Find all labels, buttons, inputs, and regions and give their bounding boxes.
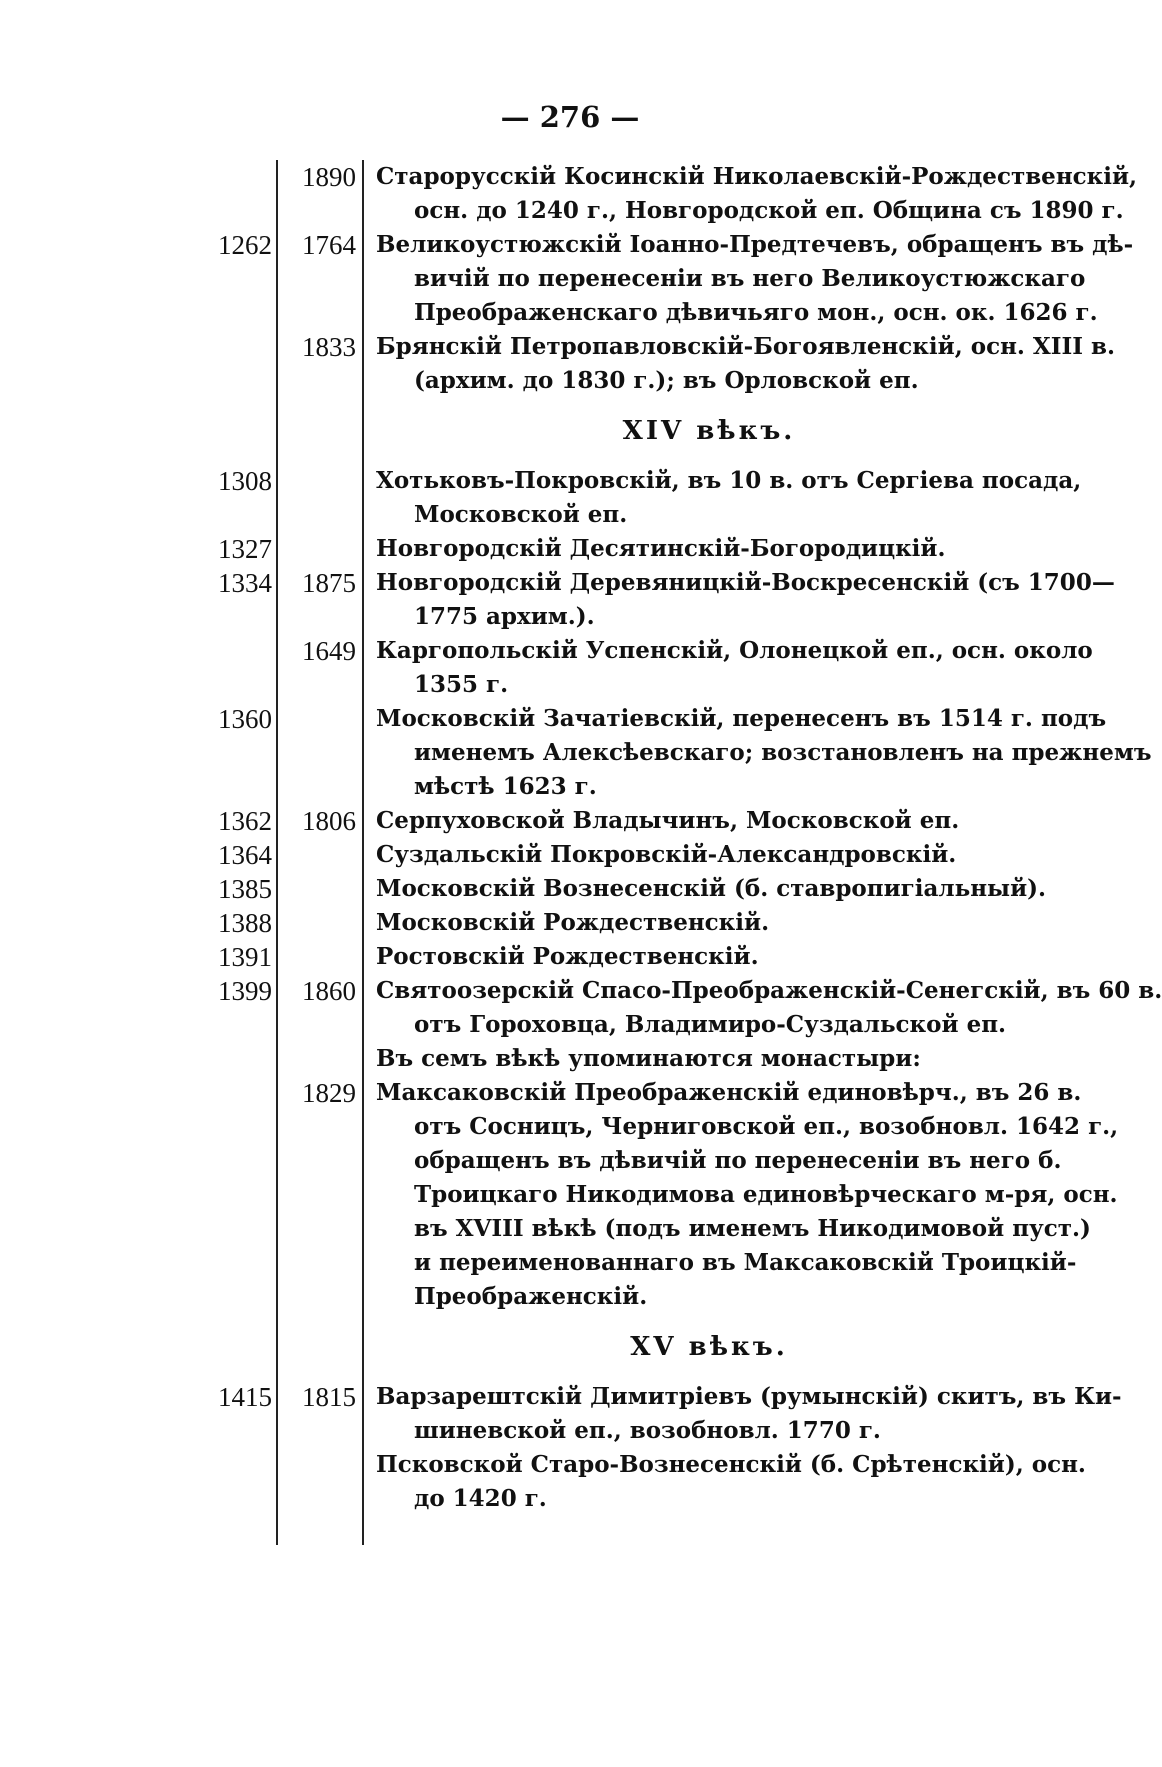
table-row — [180, 940, 1040, 974]
monastery-entry — [364, 634, 1093, 702]
page-number: — 276 — — [500, 100, 640, 134]
entry-line: вичій по перенесеніи въ него Великоустюжскаго — [414, 265, 1086, 292]
monastery-entry — [364, 804, 1040, 838]
entry-line: Святоозерскій Спасо-Преображенскій-Сенегскій, въ 60 в. — [376, 977, 1162, 1004]
entry-line: Серпуховской Владычинъ, Московской еп. — [376, 807, 960, 834]
entry-line: Псковской Старо-Вознесенскій (б. Срѣтенскій), осн. — [376, 1451, 1086, 1478]
entry-line: отъ Сосницъ, Черниговской еп., возобновл. 1642 г., — [414, 1113, 1119, 1140]
founding-year: 1388 — [218, 908, 272, 938]
entry-line: обращенъ въ дѣвичій по перенесеніи въ него б. — [414, 1147, 1062, 1174]
monastery-entry — [364, 1042, 1040, 1076]
entry-line: Варзарештскій Димитріевъ (румынскій) скитъ, въ Ки- — [376, 1383, 1122, 1410]
monastery-entry — [364, 940, 1040, 974]
monastery-entry — [364, 160, 1138, 228]
monastery-entry — [364, 566, 1115, 634]
secondary-year: 1815 — [302, 1382, 356, 1412]
entry-line: Въ семъ вѣкѣ упоминаются монастыри: — [376, 1045, 921, 1072]
entry-line: Московскій Рождественскій. — [376, 909, 770, 936]
secondary-year: 1649 — [302, 636, 356, 666]
table-row — [180, 634, 1093, 702]
secondary-year: 1875 — [302, 568, 356, 598]
table-row — [180, 1380, 1122, 1448]
table-row — [180, 702, 1152, 804]
secondary-year: 1860 — [302, 976, 356, 1006]
entry-line: Московскій Вознесенскій (б. ставропигіальный). — [376, 875, 1047, 902]
entry-line: мѣстѣ 1623 г. — [414, 773, 597, 800]
founding-year: 1360 — [218, 704, 272, 734]
entry-line: 1775 архим.). — [414, 603, 595, 630]
monastery-entry — [364, 1076, 1119, 1314]
entry-line: Ростовскій Рождественскій. — [376, 943, 759, 970]
monastery-entry — [364, 906, 1040, 940]
table-row — [180, 330, 1116, 398]
monastery-entry — [364, 330, 1116, 398]
entry-line: шиневской еп., возобновл. 1770 г. — [414, 1417, 881, 1444]
entry-line: Преображенскаго дѣвичьяго мон., осн. ок. 1626 г. — [414, 299, 1098, 326]
table-row — [180, 1076, 1119, 1314]
entry-line: именемъ Алексѣевскаго; возстановленъ на прежнемъ — [414, 739, 1152, 766]
monastery-entry — [364, 464, 1082, 532]
table-row — [180, 160, 1138, 228]
entry-line: Преображенскій. — [414, 1283, 648, 1310]
founding-year: 1308 — [218, 466, 272, 496]
entry-line: Московскій Зачатіевскій, перенесенъ въ 1514 г. подъ — [376, 705, 1107, 732]
entry-line: Брянскій Петропавловскій-Богоявленскій, осн. XIII в. — [376, 333, 1116, 360]
entry-line: (архим. до 1830 г.); въ Орловской еп. — [414, 367, 919, 394]
entry-line: до 1420 г. — [414, 1485, 547, 1512]
entry-line: Хотьковъ-Покровскій, въ 10 в. отъ Сергіева посада, — [376, 467, 1082, 494]
founding-year: 1399 — [218, 976, 272, 1006]
secondary-year: 1833 — [302, 332, 356, 362]
table-row — [180, 872, 1047, 906]
table-row — [180, 1042, 1040, 1076]
monastery-entry — [364, 1380, 1122, 1448]
monastery-table — [180, 160, 1162, 1516]
entry-line: Максаковскій Преображенскій единовѣрч., въ 26 в. — [376, 1079, 1082, 1106]
entry-line: Новгородскій Деревяницкій-Воскресенскій (съ 1700— — [376, 569, 1115, 596]
monastery-entry — [364, 974, 1162, 1042]
section-heading: XIV вѣкъ. — [622, 416, 796, 446]
founding-year: 1327 — [218, 534, 272, 564]
table-row — [180, 838, 1040, 872]
entry-line: въ XVIII вѣкѣ (подъ именемъ Никодимовой пуст.) — [414, 1215, 1091, 1242]
founding-year: 1415 — [218, 1382, 272, 1412]
entry-line: 1355 г. — [414, 671, 509, 698]
monastery-entry — [364, 228, 1134, 330]
table-row — [180, 566, 1115, 634]
entry-line: и переименованнаго въ Максаковскій Троицкій- — [414, 1249, 1077, 1276]
entry-line: отъ Гороховца, Владимиро-Суздальской еп. — [414, 1011, 1007, 1038]
entry-line: Московской еп. — [414, 501, 628, 528]
monastery-entry — [364, 872, 1047, 906]
secondary-year: 1890 — [302, 162, 356, 192]
entry-line: осн. до 1240 г., Новгородской еп. Община съ 1890 г. — [414, 197, 1124, 224]
entry-line: Великоустюжскій Іоанно-Предтечевъ, обращенъ въ дѣ- — [376, 231, 1134, 258]
entry-line: Троицкаго Никодимова единовѣрческаго м-ря, осн. — [414, 1181, 1118, 1208]
table-row — [180, 804, 1040, 838]
section-heading: XV вѣкъ. — [630, 1332, 788, 1362]
table-row — [180, 974, 1162, 1042]
entry-line: Суздальскій Покровскій-Александровскій. — [376, 841, 957, 868]
table-row — [180, 532, 1040, 566]
founding-year: 1262 — [218, 230, 272, 260]
entry-line: Новгородскій Десятинскій-Богородицкій. — [376, 535, 946, 562]
secondary-year: 1806 — [302, 806, 356, 836]
secondary-year: 1764 — [302, 230, 356, 260]
monastery-entry — [364, 532, 1040, 566]
entry-line: Каргопольскій Успенскій, Олонецкой еп., осн. около — [376, 637, 1093, 664]
founding-year: 1362 — [218, 806, 272, 836]
founding-year: 1391 — [218, 942, 272, 972]
table-row — [180, 906, 1040, 940]
secondary-year: 1829 — [302, 1078, 356, 1108]
founding-year: 1334 — [218, 568, 272, 598]
monastery-entry — [364, 702, 1152, 804]
entry-line: Старорусскій Косинскій Николаевскій-Рождественскій, — [376, 163, 1138, 190]
table-row — [180, 464, 1082, 532]
founding-year: 1385 — [218, 874, 272, 904]
monastery-entry — [364, 838, 1040, 872]
table-row — [180, 1448, 1086, 1516]
founding-year: 1364 — [218, 840, 272, 870]
monastery-entry — [364, 1448, 1086, 1516]
table-row — [180, 228, 1134, 330]
